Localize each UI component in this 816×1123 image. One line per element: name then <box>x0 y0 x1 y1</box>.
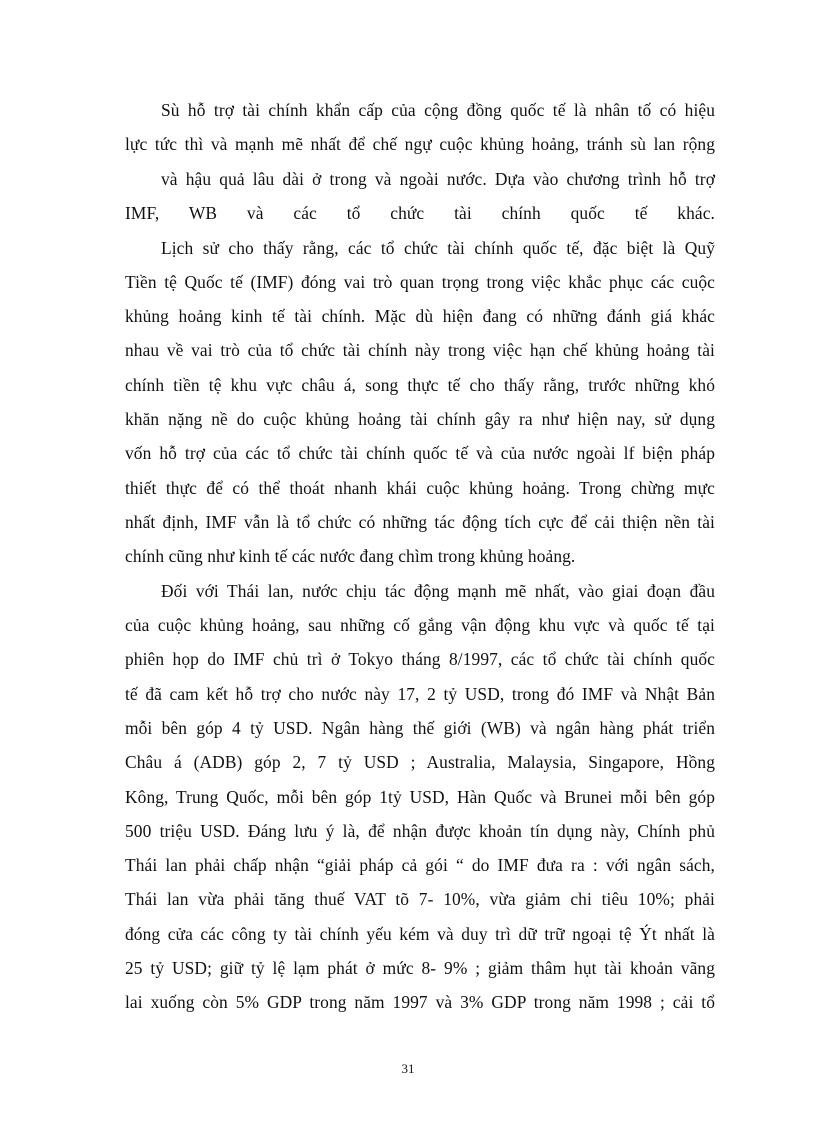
text-line: của cuộc khủng hoảng, sau những cố gắng vận động khu vực và quốc tế tại <box>125 615 715 635</box>
text-line: mỗi bên góp 4 tỷ USD. Ngân hàng thế giới (WB) và ngân hàng phát triển <box>125 718 715 738</box>
text-line: Thái lan phải chấp nhận “giải pháp cả gói “ do IMF đưa ra : với ngân sách, <box>125 855 715 875</box>
text-line: Sù hỗ trợ tài chính khẩn cấp của cộng đồng quốc tế là nhân tố có hiệu <box>161 100 715 120</box>
text-line: tế đã cam kết hỗ trợ cho nước này 17, 2 tỷ USD, trong đó IMF và Nhật Bản <box>125 684 715 704</box>
text-line: đóng cửa các công ty tài chính yếu kém và duy trì dữ trữ ngoại tệ Ýt nhất là <box>125 924 715 944</box>
text-line: khăn nặng nề do cuộc khủng hoảng tài chính gây ra như hiện nay, sử dụng <box>125 409 715 429</box>
text-line: Lịch sử cho thấy rằng, các tổ chức tài chính quốc tế, đặc biệt là Quỹ <box>161 238 715 258</box>
text-line: Thái lan vừa phải tăng thuế VAT tõ 7- 10%, vừa giảm chi tiêu 10%; phải <box>125 889 715 909</box>
text-line: IMF, WB và các tổ chức tài chính quốc tế khác. <box>125 203 715 223</box>
text-line: khủng hoảng kinh tế tài chính. Mặc dù hiện đang có những đánh giá khác <box>125 306 715 326</box>
text-line: Châu á (ADB) góp 2, 7 tỷ USD ; Australia, Malaysia, Singapore, Hồng <box>125 752 715 772</box>
text-line: chính tiền tệ khu vực châu á, song thực tế cho thấy rằng, trước những khó <box>125 375 715 395</box>
text-line: nhất định, IMF vẫn là tổ chức có những tác động tích cực để cải thiện nền tài <box>125 512 715 532</box>
text-line: 500 triệu USD. Đáng lưu ý là, để nhận được khoản tín dụng này, Chính phủ <box>125 821 715 841</box>
text-line: Đối với Thái lan, nước chịu tác động mạnh mẽ nhất, vào giai đoạn đầu <box>161 581 715 601</box>
text-line: lai xuống còn 5% GDP trong năm 1997 và 3% GDP trong năm 1998 ; cải tổ <box>125 992 715 1012</box>
text-line: lực tức thì và mạnh mẽ nhất để chế ngự cuộc khủng hoảng, tránh sù lan rộng <box>125 134 715 154</box>
text-line: và hậu quả lâu dài ở trong và ngoài nước. Dựa vào chương trình hỗ trợ <box>161 169 715 189</box>
text-line: thiết thực để có thể thoát nhanh khái cuộc khủng hoảng. Trong chừng mực <box>125 478 715 498</box>
text-line: nhau về vai trò của tổ chức tài chính này trong việc hạn chế khủng hoảng tài <box>125 340 715 360</box>
text-line: vốn hỗ trợ của các tổ chức tài chính quốc tế và của nước ngoài lf biện pháp <box>125 443 715 463</box>
text-line: Tiền tệ Quốc tế (IMF) đóng vai trò quan trọng trong việc khắc phục các cuộc <box>125 272 715 292</box>
text-line: phiên họp do IMF chủ trì ở Tokyo tháng 8/1997, các tổ chức tài chính quốc <box>125 649 715 669</box>
text-line: 25 tỷ USD; giữ tỷ lệ lạm phát ở mức 8- 9% ; giảm thâm hụt tài khoản vãng <box>125 958 715 978</box>
page-number: 31 <box>401 1061 415 1076</box>
text-line: Kông, Trung Quốc, mỗi bên góp 1tỷ USD, Hàn Quốc và Brunei mỗi bên góp <box>125 787 715 807</box>
text-line: chính cũng như kinh tế các nước đang chìm trong khủng hoảng. <box>125 546 576 566</box>
